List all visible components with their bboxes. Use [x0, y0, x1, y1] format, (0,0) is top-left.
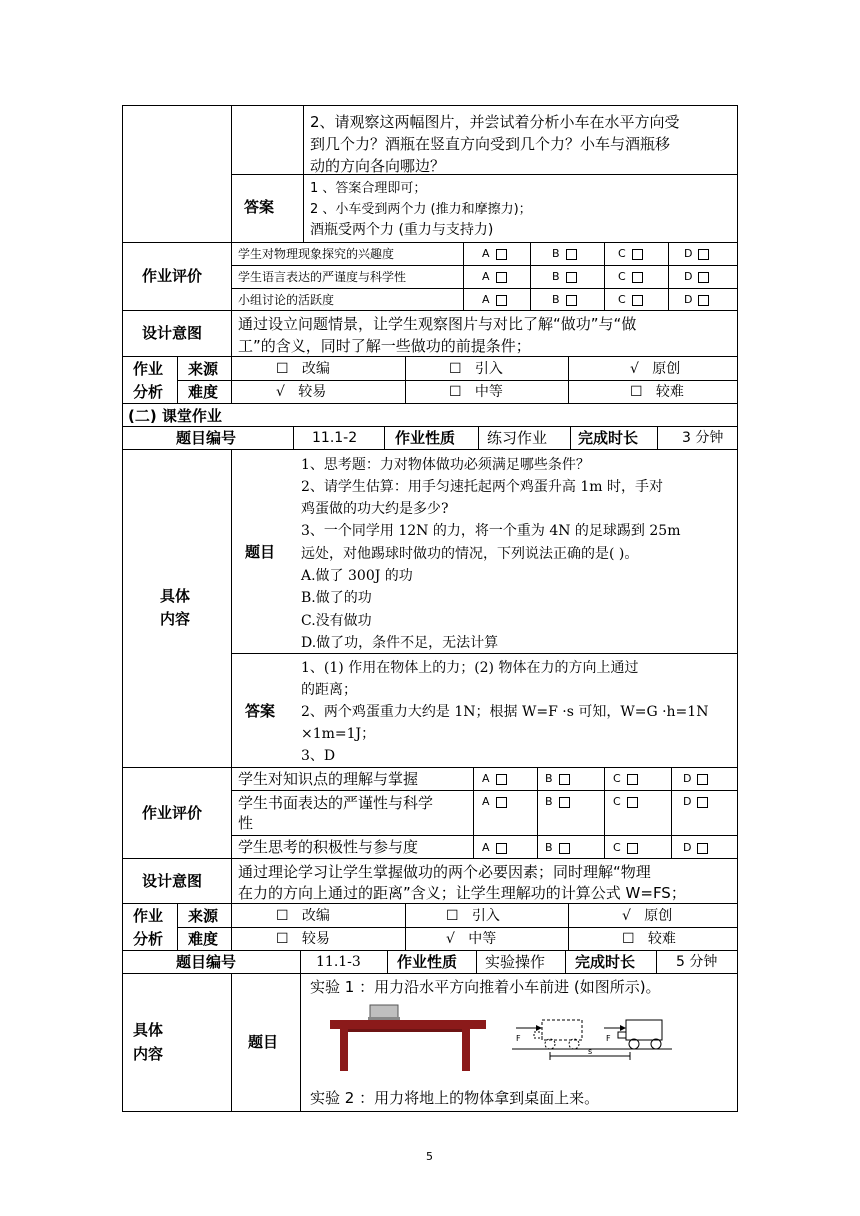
source-option[interactable]: √ 原创: [630, 361, 681, 377]
source-option[interactable]: ☐ 改编: [276, 908, 330, 924]
experiment-1: 实验 1 ：用力沿水平方向推着小车前进 (如图所示)。: [310, 978, 661, 996]
option-c[interactable]: C: [613, 772, 638, 786]
option-d[interactable]: D: [683, 841, 708, 855]
option-a[interactable]: A: [482, 270, 507, 284]
content-label: 内容: [133, 1045, 164, 1063]
analysis-label: 作业: [133, 907, 164, 925]
content-label: 内容: [160, 610, 191, 628]
question-line: C.没有做功: [301, 613, 372, 629]
eval-row-label: 小组讨论的活跃度: [238, 293, 335, 307]
design-line: 通过设立问题情景，让学生观察图片与对比了解“做功”与“做: [238, 315, 637, 333]
option-c[interactable]: C: [618, 270, 643, 284]
option-d[interactable]: D: [684, 247, 709, 261]
option-c[interactable]: C: [618, 293, 643, 307]
question-line: 3、一个同学用 12N 的力，将一个重为 4N 的足球踢到 25m: [301, 523, 681, 539]
answer-line: 1、(1) 作用在物体上的力；(2) 物体在力的方向上通过: [301, 660, 639, 676]
option-a[interactable]: A: [482, 293, 507, 307]
option-b[interactable]: B: [545, 795, 570, 809]
force-label: F: [516, 1034, 521, 1043]
source-option[interactable]: √ 原创: [622, 908, 673, 924]
question-id: 11.1-3: [316, 954, 361, 970]
option-b[interactable]: B: [545, 772, 570, 786]
option-b[interactable]: B: [545, 841, 570, 855]
design-line: 工”的含义，同时了解一些做功的前提条件；: [238, 337, 531, 355]
design-line: 通过理论学习让学生掌握做功的两个必要因素；同时理解“物理: [238, 863, 651, 881]
question-label: 题目: [248, 1033, 279, 1051]
source-option[interactable]: ☐ 改编: [276, 361, 330, 377]
difficulty-option[interactable]: √ 较易: [276, 384, 327, 400]
option-a[interactable]: A: [482, 247, 507, 261]
difficulty-option[interactable]: ☐ 较易: [276, 931, 330, 947]
time-value: 5 分钟: [676, 954, 718, 970]
nature-value: 实验操作: [485, 953, 546, 971]
eval-row-label: 学生书面表达的严谨性与科学: [238, 794, 434, 812]
eval-row-label: 性: [238, 814, 254, 832]
answer-line: 2 、小车受到两个力 (推力和摩擦力)；: [310, 202, 532, 217]
id-label: 题目编号: [176, 429, 237, 447]
option-a[interactable]: A: [482, 772, 507, 786]
answer-line: 3、D: [301, 748, 336, 764]
design-label: 设计意图: [142, 324, 203, 342]
answer-line: 2、两个鸡蛋重力大约是 1N；根据 W=F ·s 可知，W=G ·h=1N: [301, 704, 709, 720]
difficulty-option[interactable]: √ 中等: [446, 931, 497, 947]
difficulty-label: 难度: [188, 383, 219, 401]
question-label: 题目: [245, 543, 276, 561]
option-d[interactable]: D: [684, 270, 709, 284]
question-line: 2、请学生估算：用手匀速托起两个鸡蛋升高 1m 时，手对: [301, 479, 663, 495]
option-b[interactable]: B: [552, 293, 577, 307]
source-label: 来源: [188, 360, 219, 378]
option-a[interactable]: A: [482, 841, 507, 855]
design-line: 在力的方向上通过的距离”含义；让学生理解功的计算公式 W=FS；: [238, 884, 686, 902]
difficulty-option[interactable]: ☐ 中等: [449, 384, 503, 400]
answer-label: 答案: [245, 702, 276, 720]
eval-row-label: 学生对知识点的理解与掌握: [238, 770, 419, 788]
question-line: 鸡蛋做的功大约是多少?: [301, 501, 449, 517]
option-a[interactable]: A: [482, 795, 507, 809]
answer-line: 的距离；: [301, 682, 357, 698]
question-line: D.做了功，条件不足，无法计算: [301, 635, 499, 651]
question-line: A.做了 300J 的功: [301, 568, 413, 584]
nature-value: 练习作业: [487, 429, 548, 447]
question-line: 动的方向各向哪边？: [310, 157, 446, 175]
option-d[interactable]: D: [683, 795, 708, 809]
eval-row-label: 学生对物理现象探究的兴趣度: [238, 247, 395, 261]
source-label: 来源: [188, 907, 219, 925]
question-line: 2、请观察这两幅图片，并尝试着分析小车在水平方向受: [310, 113, 680, 131]
cart-push-diagram: [512, 1010, 672, 1070]
analysis-label: 作业: [133, 360, 164, 378]
eval-row-label: 学生语言表达的严谨度与科学性: [238, 270, 407, 284]
nature-label: 作业性质: [397, 953, 458, 971]
eval-label: 作业评价: [142, 804, 203, 822]
answer-line: ×1m=1J；: [301, 726, 376, 742]
answer-line: 酒瓶受两个力 (重力与支持力): [310, 222, 494, 238]
question-line: 1、思考题：力对物体做功必须满足哪些条件？: [301, 457, 590, 473]
option-d[interactable]: D: [684, 293, 709, 307]
option-c[interactable]: C: [613, 841, 638, 855]
analysis-label: 分析: [133, 930, 164, 948]
analysis-label: 分析: [133, 383, 164, 401]
difficulty-label: 难度: [188, 930, 219, 948]
nature-label: 作业性质: [395, 429, 456, 447]
section-title: (二) 课堂作业: [128, 407, 222, 425]
difficulty-option[interactable]: ☐ 较难: [622, 931, 676, 947]
table-with-cart-illustration: [330, 1003, 486, 1073]
source-option[interactable]: ☐ 引入: [446, 908, 500, 924]
content-label: 具体: [160, 587, 191, 605]
answer-label: 答案: [244, 198, 275, 216]
option-c[interactable]: C: [618, 247, 643, 261]
option-d[interactable]: D: [683, 772, 708, 786]
time-label: 完成时长: [575, 953, 636, 971]
option-b[interactable]: B: [552, 270, 577, 284]
id-label: 题目编号: [176, 953, 237, 971]
source-option[interactable]: ☐ 引入: [449, 361, 503, 377]
question-id: 11.1-2: [312, 430, 358, 446]
difficulty-option[interactable]: ☐ 较难: [630, 384, 684, 400]
time-label: 完成时长: [578, 429, 639, 447]
eval-label: 作业评价: [142, 267, 203, 285]
question-line: 到几个力？酒瓶在竖直方向受到几个力？小车与酒瓶移: [310, 135, 671, 153]
force-label: F: [606, 1034, 611, 1043]
page-number: 5: [426, 1150, 433, 1163]
eval-row-label: 学生思考的积极性与参与度: [238, 838, 419, 856]
question-line: B.做了的功: [301, 590, 372, 606]
option-b[interactable]: B: [552, 247, 577, 261]
content-label: 具体: [133, 1021, 164, 1039]
time-value: 3 分钟: [682, 430, 724, 446]
distance-label: s: [588, 1047, 593, 1056]
answer-line: 1 、答案合理即可；: [310, 181, 427, 196]
design-label: 设计意图: [142, 872, 203, 890]
experiment-2: 实验 2 ：用力将地上的物体拿到桌面上来。: [310, 1089, 600, 1107]
option-c[interactable]: C: [613, 795, 638, 809]
question-line: 远处，对他踢球时做功的情况，下列说法正确的是( )。: [301, 546, 639, 562]
